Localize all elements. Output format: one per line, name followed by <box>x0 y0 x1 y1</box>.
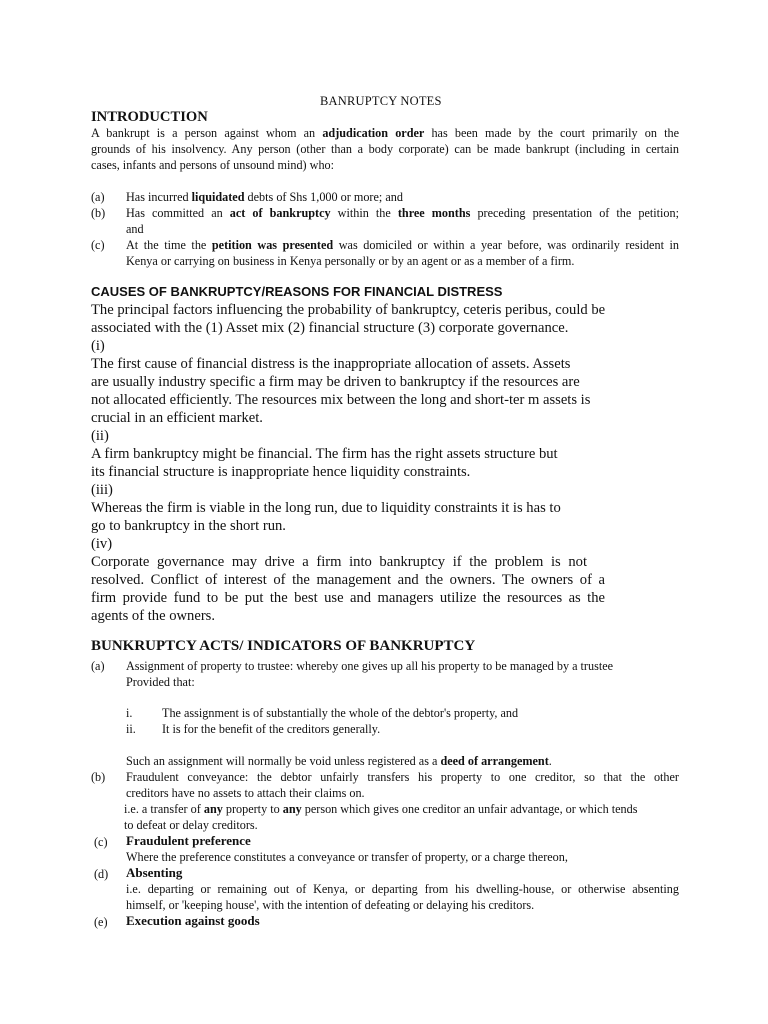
act-e-heading: Execution against goods <box>126 913 260 928</box>
intro-item-a-label: (a) <box>91 190 105 204</box>
intro-paragraph-line-3: cases, infants and persons of unsound mind) who: <box>91 158 335 172</box>
act-c-heading: Fraudulent preference <box>126 833 251 848</box>
act-d-label: (d) <box>94 867 109 881</box>
act-a-sub-i-label: i. <box>126 706 133 720</box>
act-d-line-2: himself, or 'keeping house', with the intention of defeating or delaying his creditors. <box>126 898 535 912</box>
act-e-label: (e) <box>94 915 108 929</box>
cause-iv-line: Corporate governance may drive a firm into bankruptcy if the problem is not <box>91 554 587 570</box>
act-c-label: (c) <box>94 835 108 849</box>
cause-i-line: are usually industry specific a firm may be driven to bankruptcy if the resources are <box>91 374 580 390</box>
act-b-line-3: i.e. a transfer of any property to any person which gives one creditor an unfair advantage, or which tends <box>124 802 638 816</box>
cause-iii-label: (iii) <box>91 482 113 498</box>
adjudication-order-term: adjudication order <box>322 126 425 140</box>
act-b-line-2: creditors have no assets to attach their claims on. <box>126 786 365 800</box>
act-a-sub-i-text: The assignment is of substantially the whole of the debtor's property, and <box>162 706 519 720</box>
causes-paragraph-line: The principal factors influencing the probability of bankruptcy, ceteris peribus, could be <box>91 302 606 318</box>
act-a-sub-ii-text: It is for the benefit of the creditors generally. <box>162 722 381 736</box>
act-a-label: (a) <box>91 659 105 673</box>
cause-iv-label: (iv) <box>91 536 113 552</box>
act-b-label: (b) <box>91 770 106 784</box>
intro-paragraph-line-1: A bankrupt is a person against whom an adjudication order has been made by the court primarily on the <box>91 126 679 140</box>
intro-item-b-line-1: Has committed an act of bankruptcy within the three months preceding presentation of the petition; <box>126 206 680 220</box>
act-d-heading: Absenting <box>126 865 183 880</box>
cause-iv-line: firm provide fund to be put the best use and managers utilize the resources as the <box>91 590 605 606</box>
cause-iii-line: Whereas the firm is viable in the long run, due to liquidity constraints it is has to <box>91 500 561 516</box>
act-a-sub-ii-label: ii. <box>126 722 136 736</box>
intro-item-b-line-2: and <box>126 222 144 236</box>
intro-item-a: Has incurred liquidated debts of Shs 1,000 or more; and <box>126 190 403 204</box>
act-d-line-1: i.e. departing or remaining out of Kenya, or departing from his dwelling-house, or otherwise absenting <box>126 882 679 896</box>
intro-item-c-line-2: Kenya or carrying on business in Kenya personally or by an agent or as a member of a firm. <box>126 254 575 268</box>
act-a-line-2: Provided that: <box>126 675 195 689</box>
cause-iv-line: resolved. Conflict of interest of the management and the owners. The owners of a <box>91 572 605 588</box>
cause-ii-line: its financial structure is inappropriate hence liquidity constraints. <box>91 464 471 480</box>
act-b-line-4: to defeat or delay creditors. <box>124 818 258 832</box>
intro-paragraph-line-2: grounds of his insolvency. Any person (other than a body corporate) can be made bankrupt (including in certain <box>91 142 679 156</box>
act-b-line-1: Fraudulent conveyance: the debtor unfairly transfers his property to one creditor, so that the other <box>126 770 679 784</box>
deed-of-arrangement-term: deed of arrangement <box>440 754 549 768</box>
intro-item-c-line-1: At the time the petition was presented was domiciled or within a year before, was ordinarily resident in <box>126 238 679 252</box>
cause-i-line: crucial in an efficient market. <box>91 410 263 426</box>
cause-ii-label: (ii) <box>91 428 109 444</box>
cause-ii-line: A firm bankruptcy might be financial. The firm has the right assets structure but <box>91 446 558 462</box>
intro-heading: INTRODUCTION <box>91 109 208 125</box>
act-c-line-1: Where the preference constitutes a conveyance or transfer of property, or a charge thereon, <box>126 850 568 864</box>
cause-i-line: The first cause of financial distress is the inappropriate allocation of assets. Assets <box>91 356 571 372</box>
cause-i-label: (i) <box>91 338 105 354</box>
intro-item-b-label: (b) <box>91 206 106 220</box>
causes-heading: CAUSES OF BANKRUPTCY/REASONS FOR FINANCIAL DISTRESS <box>91 284 503 299</box>
acts-heading: BUNKRUPTCY ACTS/ INDICATORS OF BANKRUPTCY <box>91 638 476 654</box>
act-a-note: Such an assignment will normally be void unless registered as a deed of arrangement. <box>126 754 552 768</box>
cause-i-line: not allocated efficiently. The resources mix between the long and short-ter m assets is <box>91 392 591 408</box>
cause-iv-line: agents of the owners. <box>91 608 216 624</box>
document-title: BANRUPTCY NOTES <box>320 94 442 108</box>
cause-iii-line: go to bankruptcy in the short run. <box>91 518 286 534</box>
act-a-line-1: Assignment of property to trustee: whereby one gives up all his property to be managed by a trustee <box>126 659 614 673</box>
intro-item-c-label: (c) <box>91 238 105 252</box>
causes-paragraph-line: associated with the (1) Asset mix (2) financial structure (3) corporate governance. <box>91 320 569 336</box>
